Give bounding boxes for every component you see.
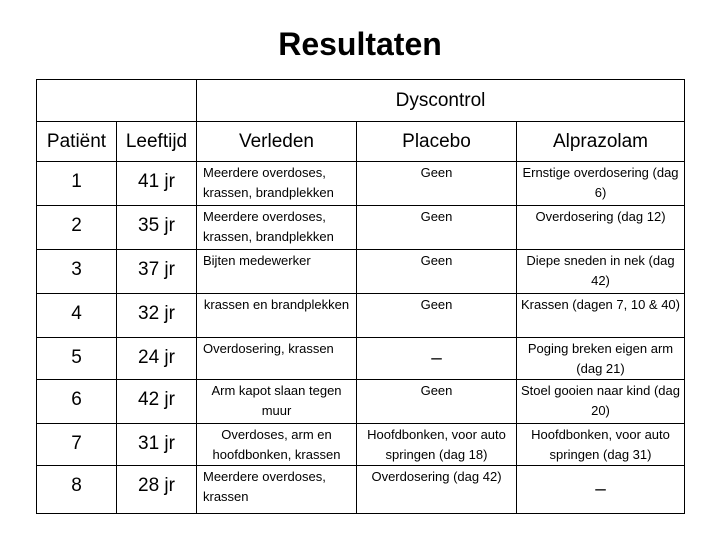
cell-age: 42 jr	[117, 380, 197, 424]
cell-age: 24 jr	[117, 338, 197, 380]
cell-alprazolam: Ernstige overdosering (dag 6)	[517, 162, 685, 206]
cell-patient: 3	[37, 250, 117, 294]
table-row	[37, 338, 685, 380]
cell-alprazolam: Stoel gooien naar kind (dag 20)	[517, 380, 685, 424]
table-row	[37, 162, 685, 206]
cell-alprazolam: Overdosering (dag 12)	[517, 206, 685, 250]
cell-history: Overdosering, krassen	[197, 338, 357, 380]
column-header-alprazolam: Alprazolam	[517, 122, 685, 162]
cell-patient: 7	[37, 424, 117, 466]
cell-placebo: Geen	[357, 380, 517, 424]
cell-alprazolam: Poging breken eigen arm (dag 21)	[517, 338, 685, 380]
empty-header-cell	[37, 80, 197, 122]
cell-patient: 1	[37, 162, 117, 206]
cell-patient: 4	[37, 294, 117, 338]
cell-history: Meerdere overdoses, krassen	[197, 466, 357, 514]
table-row	[37, 466, 685, 514]
cell-age: 28 jr	[117, 466, 197, 514]
cell-placebo: Geen	[357, 294, 517, 338]
table-row	[37, 206, 685, 250]
cell-history: krassen en brandplekken	[197, 294, 357, 338]
cell-history: Bijten medewerker	[197, 250, 357, 294]
cell-placebo: Geen	[357, 162, 517, 206]
cell-age: 32 jr	[117, 294, 197, 338]
table-row	[37, 294, 685, 338]
cell-patient: 5	[37, 338, 117, 380]
cell-age: 35 jr	[117, 206, 197, 250]
cell-alprazolam: Diepe sneden in nek (dag 42)	[517, 250, 685, 294]
column-header-history: Verleden	[197, 122, 357, 162]
column-header-age: Leeftijd	[117, 122, 197, 162]
cell-age: 37 jr	[117, 250, 197, 294]
slide-title: Resultaten	[278, 26, 442, 62]
column-header-placebo: Placebo	[357, 122, 517, 162]
cell-patient: 8	[37, 466, 117, 514]
table-row	[37, 250, 685, 294]
cell-patient: 6	[37, 380, 117, 424]
cell-alprazolam: –	[517, 466, 685, 514]
dyscontrol-header: Dyscontrol	[197, 80, 685, 122]
cell-history: Meerdere overdoses, krassen, brandplekken	[197, 162, 357, 206]
column-header-patient: Patiënt	[37, 122, 117, 162]
cell-alprazolam: Krassen (dagen 7, 10 & 40)	[517, 294, 685, 338]
cell-age: 41 jr	[117, 162, 197, 206]
group-header-row	[37, 80, 685, 122]
cell-age: 31 jr	[117, 424, 197, 466]
cell-history: Arm kapot slaan tegen muur	[197, 380, 357, 424]
results-table	[36, 79, 685, 514]
table-row	[37, 380, 685, 424]
cell-alprazolam: Hoofdbonken, voor auto springen (dag 31)	[517, 424, 685, 466]
cell-history: Overdoses, arm en hoofdbonken, krassen	[197, 424, 357, 466]
cell-placebo: –	[357, 338, 517, 380]
table-row	[37, 424, 685, 466]
column-header-row	[37, 122, 685, 162]
cell-placebo: Overdosering (dag 42)	[357, 466, 517, 514]
cell-placebo: Geen	[357, 250, 517, 294]
cell-patient: 2	[37, 206, 117, 250]
cell-placebo: Geen	[357, 206, 517, 250]
cell-placebo: Hoofdbonken, voor auto springen (dag 18)	[357, 424, 517, 466]
cell-history: Meerdere overdoses, krassen, brandplekken	[197, 206, 357, 250]
